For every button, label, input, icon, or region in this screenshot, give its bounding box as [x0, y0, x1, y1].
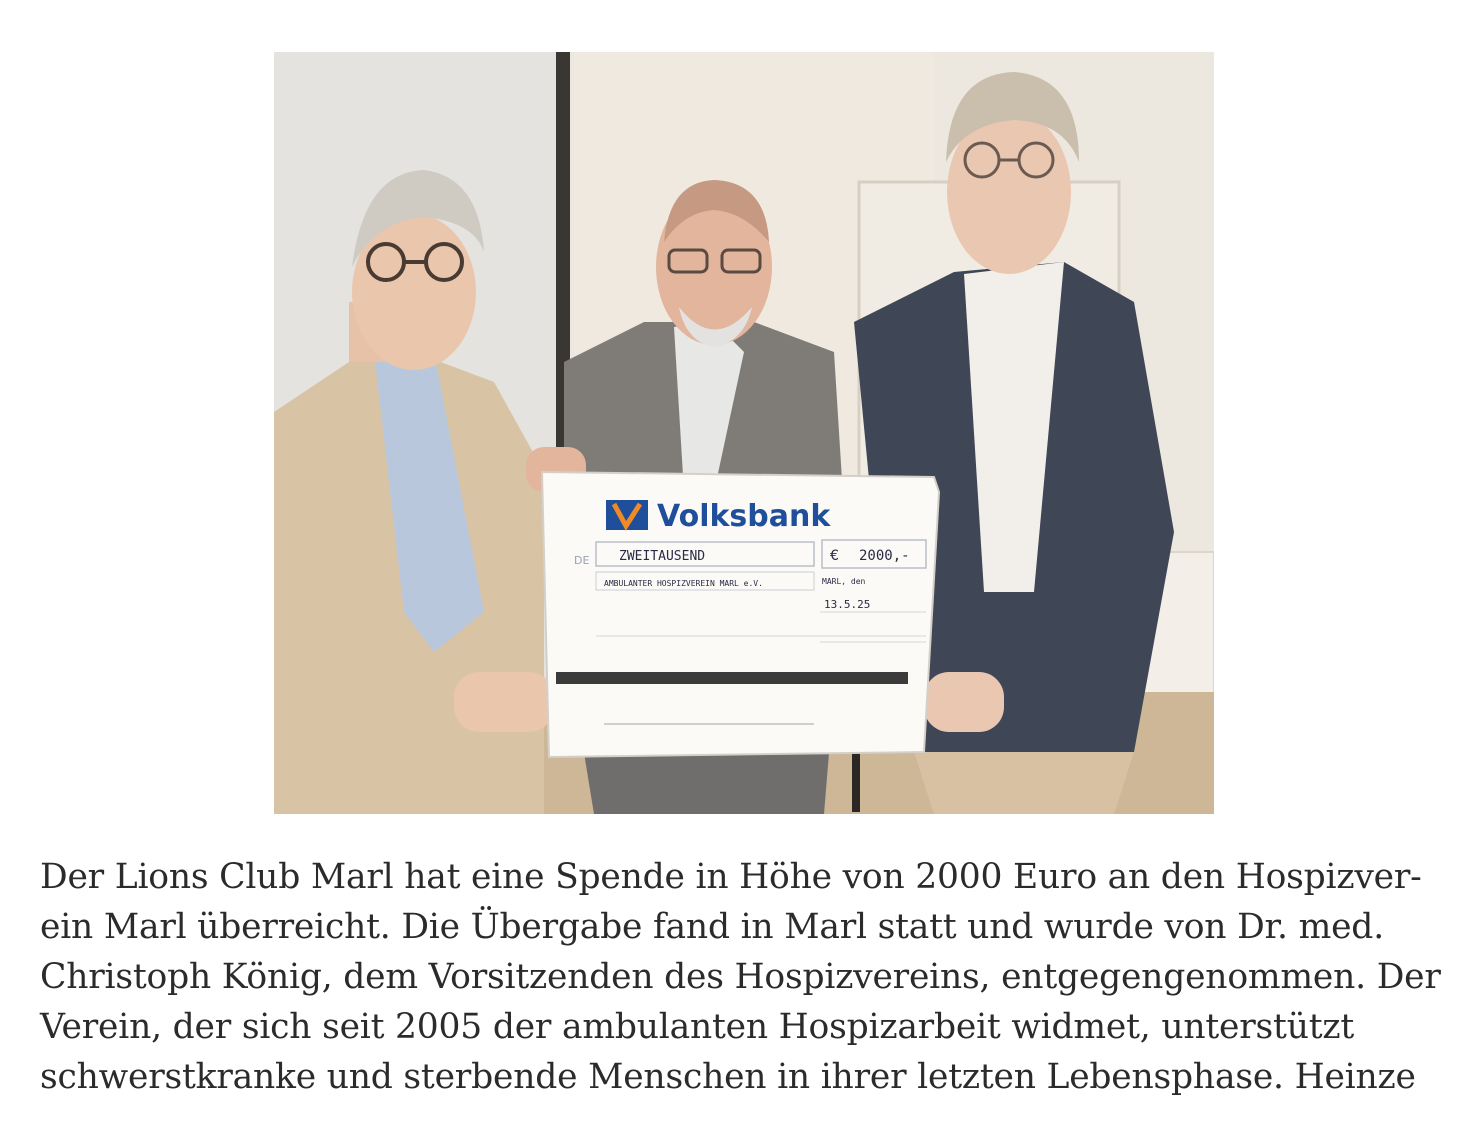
machine-code-strip — [556, 672, 908, 684]
caption-line: Verein, der sich seit 2005 der ambulanten Hospizarbeit widmet, unterstützt — [40, 1007, 1355, 1047]
caption-line: ein Marl überreicht. Die Übergabe fand in Marl statt und wurde von Dr. med. — [40, 907, 1384, 947]
currency-symbol: € — [830, 548, 839, 564]
caption-line: schwerstkranke und sterbende Menschen in ihrer letzten Lebensphase. Heinze — [40, 1057, 1416, 1097]
caption-line: Der Lions Club Marl hat eine Spende in Höhe von 2000 Euro an den Hospizver- — [40, 857, 1422, 897]
cheque-place: MARL, den — [822, 577, 866, 586]
photo-illustration — [274, 52, 1214, 814]
news-photo — [274, 52, 1214, 814]
photo-caption — [40, 852, 1450, 1102]
cheque-date: 13.5.25 — [824, 598, 871, 611]
bank-name: Volksbank — [657, 499, 831, 534]
amount-in-words: ZWEITAUSEND — [619, 549, 706, 564]
donation-cheque — [542, 472, 939, 757]
caption-line: Christoph König, dem Vorsitzenden des Hospizvereins, entgegengenommen. Der — [40, 957, 1441, 997]
payee-name: AMBULANTER HOSPIZVEREIN MARL e.V. — [604, 579, 763, 588]
country-code: DE — [574, 554, 590, 567]
cheque-amount: 2000,- — [859, 548, 910, 564]
